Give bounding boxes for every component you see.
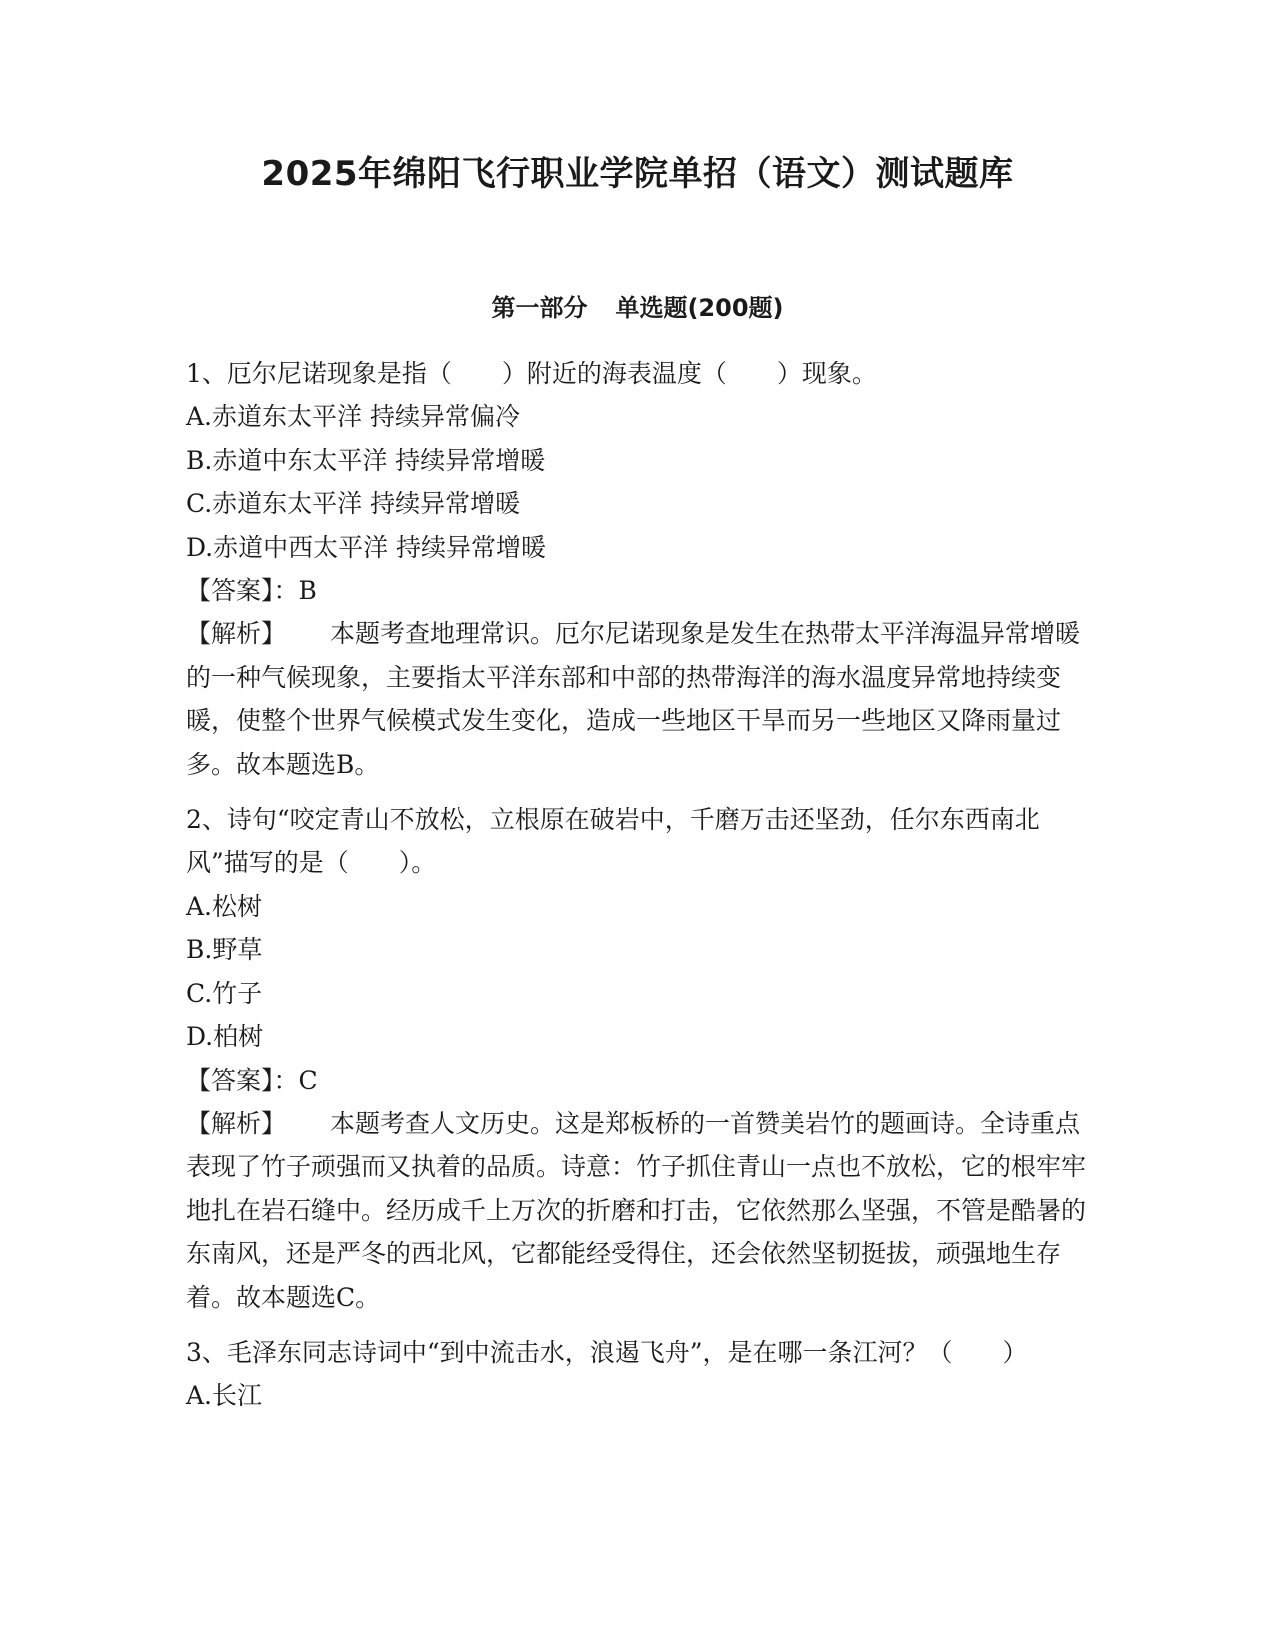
option-b: B.赤道中东太平洋 持续异常增暖 [186,445,546,475]
answer-label: 【答案】： [186,1065,299,1095]
answer-value: C [298,1065,318,1095]
question-item [186,1331,1086,1418]
explanation-text: 本题考查地理常识。厄尔尼诺现象是发生在热带太平洋海温异常增暖的一种气候现象，主要指太平洋东部和中部的热带海洋的海水温度异常地持续变暖，使整个世界气候模式发生变化，造成一些地区干旱而另一些地区又降雨量过多。故本题选B。 [186,619,1081,779]
section-subtitle: 单选题(200题) [615,294,784,322]
explanation-label: 【解析】 [186,1108,287,1138]
question-stem: 3、毛泽东同志诗词中“到中流击水，浪遏飞舟”，是在哪一条江河？（ ） [186,1337,1028,1367]
answer-label: 【答案】： [186,576,299,606]
answer-line [186,1059,1086,1102]
option-d: D.柏树 [186,1022,264,1052]
question-item [186,352,1086,786]
explanation-label: 【解析】 [186,619,287,649]
section-title [0,290,1275,326]
question-item [186,798,1086,1319]
option-a: A.长江 [186,1381,263,1411]
answer-value: B [298,576,317,606]
option-c: C.竹子 [186,978,263,1008]
question-stem: 1、厄尔尼诺现象是指（ ）附近的海表温度（ ）现象。 [186,359,877,388]
answer-line [186,569,1086,612]
section-part-label: 第一部分 [491,294,588,322]
option-b: B.野草 [186,935,263,965]
option-c: C.赤道东太平洋 持续异常增暖 [186,489,521,519]
explanation [186,612,1086,786]
document-title: 2025年绵阳飞行职业学院单招（语文）测试题库 [261,154,1014,194]
option-d: D.赤道中西太平洋 持续异常增暖 [186,532,547,562]
option-a: A.松树 [186,891,263,921]
explanation-text: 本题考查人文历史。这是郑板桥的一首赞美岩竹的题画诗。全诗重点表现了竹子顽强而又执着的品质。诗意：竹子抓住青山一点也不放松，它的根牢牢地扎在岩石缝中。经历成千上万次的折磨和打击，它依然那么坚强，不管是酷暑的东南风，还是严冬的西北风，它都能经受得住，还会依然坚韧挺拔，顽强地生存着。故本题选C。 [186,1108,1087,1312]
explanation [186,1102,1086,1319]
option-a: A.赤道东太平洋 持续异常偏冷 [186,402,520,432]
question-list [186,352,1086,1430]
question-stem: 2、诗句“咬定青山不放松，立根原在破岩中，千磨万击还坚劲，任尔东西南北风”描写的是（ ）。 [186,805,1040,878]
